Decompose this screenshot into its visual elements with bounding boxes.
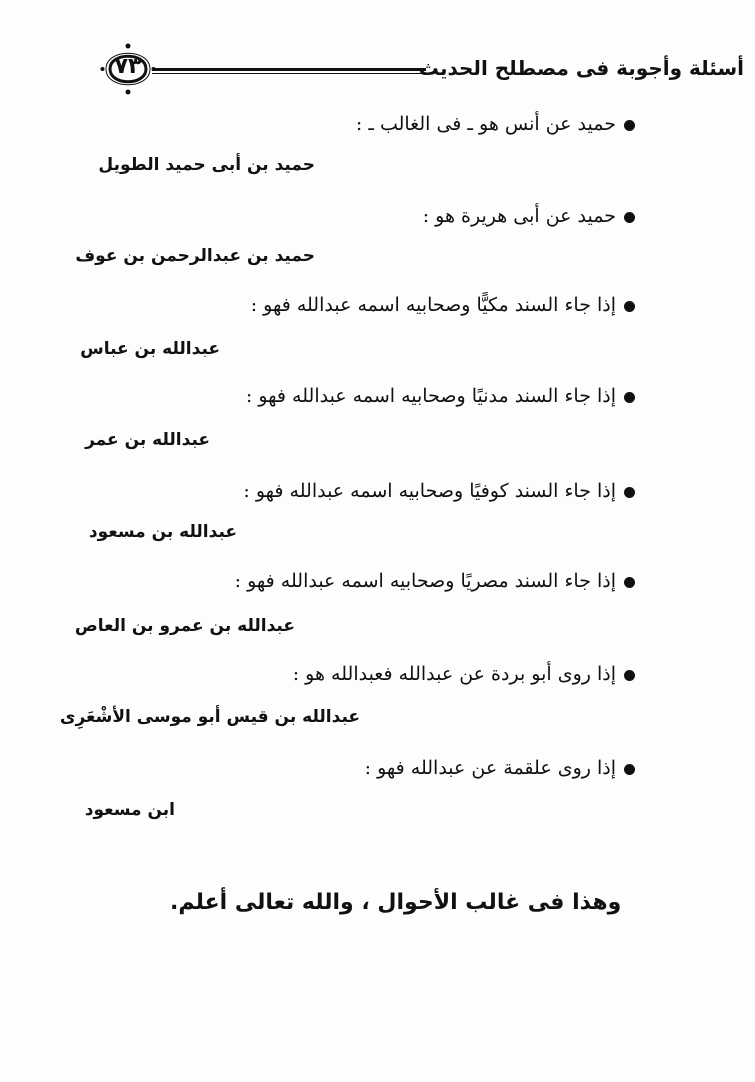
question-text: إذا جاء السند مدنيًا وصحابيه اسمه عبدالله فهو : [245, 385, 616, 407]
question-7 [293, 663, 635, 685]
bullet-icon [624, 487, 635, 498]
closing-remark: وهذا فى غالب الأحوال ، والله تعالى أعلم. [170, 890, 622, 915]
question-5 [243, 480, 635, 502]
bullet-icon [624, 120, 635, 131]
bullet-icon [624, 577, 635, 588]
question-text: إذا جاء السند مصريًا وصحابيه اسمه عبدالله فهو : [234, 570, 616, 592]
running-title: أسئلة وأجوبة فى مصطلح الحديث [418, 56, 744, 80]
answer-2: حميد بن عبدالرحمن بن عوف [75, 246, 315, 266]
question-6 [235, 570, 635, 592]
question-3 [251, 294, 635, 316]
answer-6: عبدالله بن عمرو بن العاص [74, 616, 295, 636]
question-8 [365, 757, 635, 779]
answer-8: ابن مسعود [84, 800, 175, 820]
question-text: إذا روى علقمة عن عبدالله فهو : [364, 757, 616, 779]
question-text: إذا جاء السند مكيًّا وصحابيه اسمه عبدالله فهو : [250, 294, 616, 316]
question-text: حميد عن أنس هو ـ فى الغالب ـ : [355, 113, 616, 135]
question-4 [246, 385, 635, 407]
answer-3: عبدالله بن عباس [80, 339, 220, 359]
question-text: حميد عن أبى هريرة هو : [422, 205, 616, 227]
question-text: إذا روى أبو بردة عن عبدالله فعبدالله هو : [292, 663, 616, 685]
question-1 [356, 113, 635, 135]
answer-7: عبدالله بن قيس أبو موسى الأشْعَرِى [59, 707, 360, 727]
page-header [100, 42, 748, 100]
header-rule-thin [152, 73, 426, 74]
page-number: ٧٣ [114, 54, 142, 79]
bullet-icon [624, 212, 635, 223]
page-number-ornament [100, 42, 156, 96]
bullet-icon [624, 301, 635, 312]
bullet-icon [624, 392, 635, 403]
bullet-icon [624, 764, 635, 775]
answer-5: عبدالله بن مسعود [88, 522, 237, 542]
bullet-icon [624, 670, 635, 681]
answer-1: حميد بن أبى حميد الطويل [98, 155, 315, 175]
question-text: إذا جاء السند كوفيًا وصحابيه اسمه عبدالله فهو : [243, 480, 616, 502]
question-2 [423, 205, 635, 227]
answer-4: عبدالله بن عمر [85, 430, 210, 450]
header-rule [152, 68, 426, 71]
